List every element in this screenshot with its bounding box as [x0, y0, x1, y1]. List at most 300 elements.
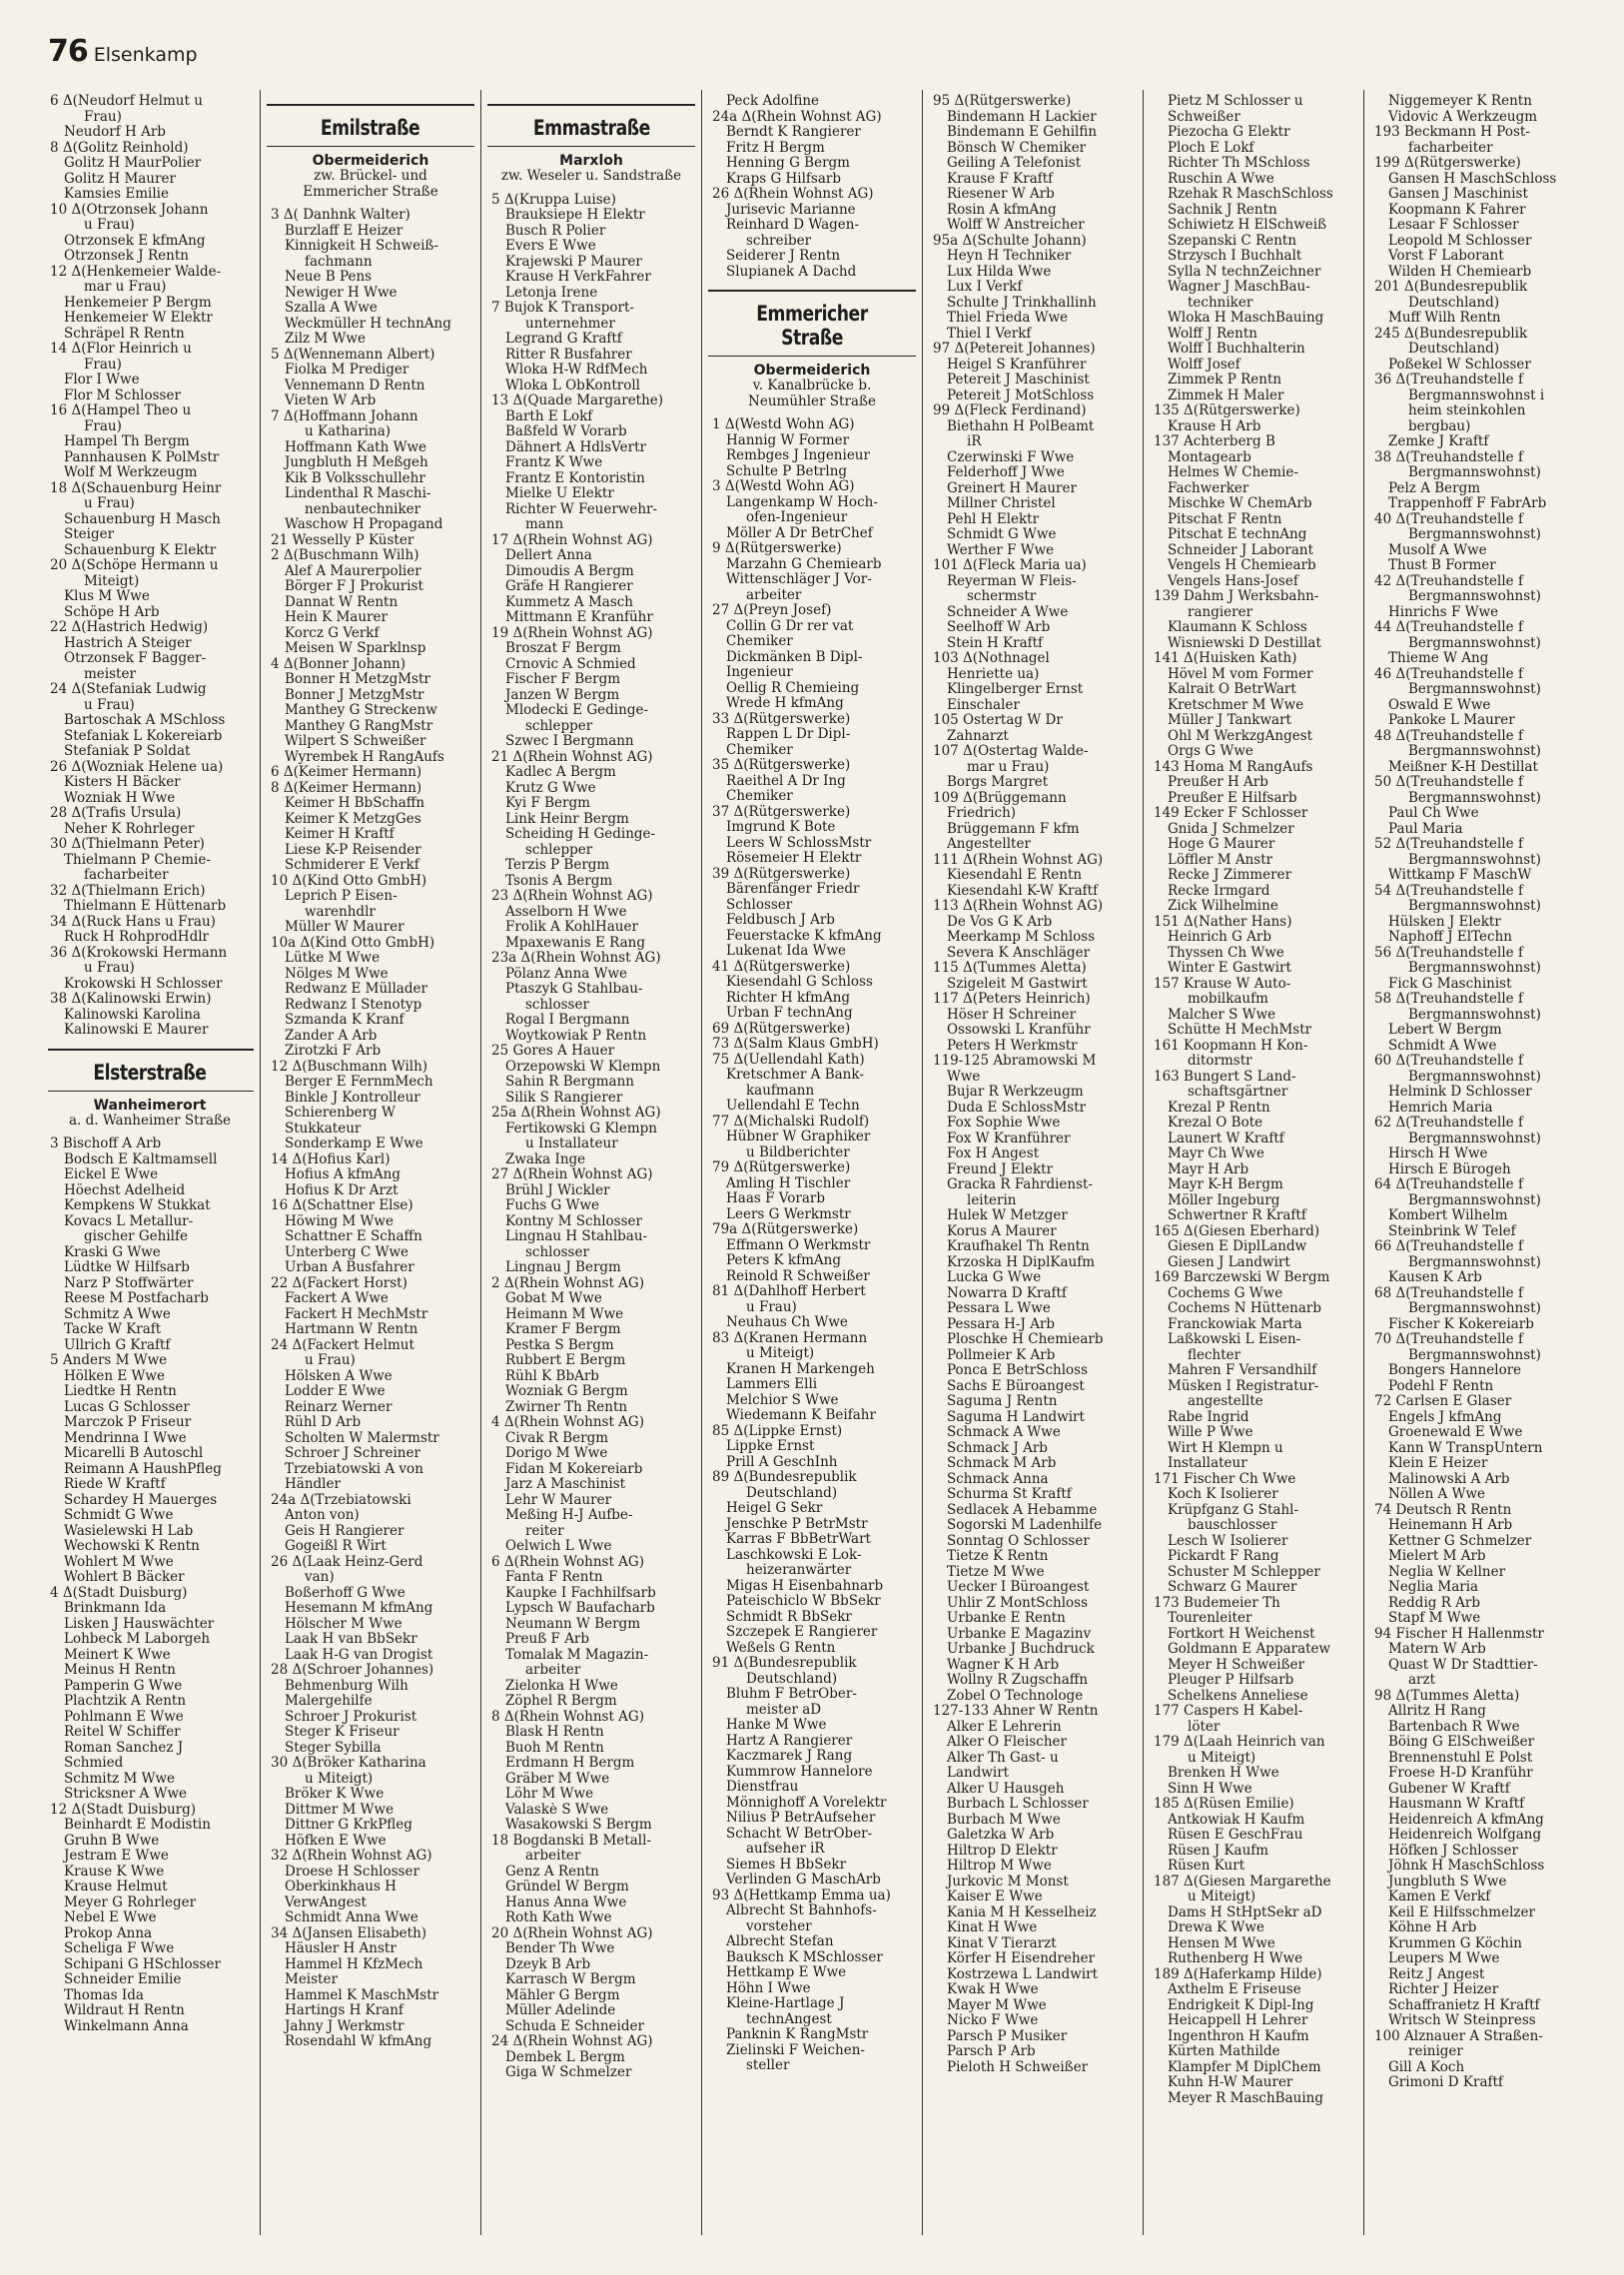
directory-entry: Kann W TranspUntern [1388, 1440, 1543, 1456]
street-name: Emilstraße [321, 116, 420, 140]
directory-entry: Stefaniak L Kokereiarb [64, 728, 223, 744]
directory-entry: Bönsch W Chemiker [947, 140, 1087, 156]
directory-entry: 100 Alznauer A Straßen- [1374, 2028, 1543, 2044]
directory-entry: Gobat M Wwe [505, 1291, 602, 1306]
directory-entry: Alker E Lehrerin [947, 1719, 1062, 1735]
directory-entry: Höechst Adelheid [64, 1182, 186, 1198]
directory-entry: 163 Bungert S Land- [1154, 1069, 1296, 1085]
directory-entry: Pankoke L Maurer [1388, 713, 1515, 728]
directory-entry: Urbanke E Rentn [947, 1611, 1066, 1626]
directory-entry: Drewa K Wwe [1168, 1920, 1264, 1935]
directory-entry: Krause K Wwe [64, 1864, 165, 1880]
directory-entry: Höser H Schreiner [947, 1007, 1077, 1023]
directory-entry: 1 Δ(Westd Wohn AG) [712, 417, 855, 432]
heading-rule [267, 104, 474, 106]
directory-entry: Kovacs L Metallur- [64, 1213, 194, 1229]
directory-entry: Tacke W Kraft [64, 1322, 162, 1337]
directory-entry: Bergmannswohnst) [1408, 1301, 1541, 1316]
directory-entry: Bergmannswohnst) [1408, 1069, 1541, 1085]
directory-entry: Wittkamp F MaschW [1388, 868, 1532, 883]
directory-entry: Engels J kfmAng [1388, 1409, 1502, 1425]
directory-entry: Schmack Anna [947, 1471, 1049, 1487]
directory-entry: 149 Ecker F Schlosser [1154, 806, 1308, 821]
directory-entry: Felderhoff J Wwe [947, 465, 1065, 480]
directory-entry: Meister [285, 1972, 338, 1987]
directory-entry: Wolf M Werkzeugm [64, 465, 198, 480]
directory-entry: Marzahn G Chemiearb [726, 556, 882, 572]
directory-entry: Otrzonsek J Rentn [64, 249, 189, 264]
directory-entry: Albrecht St Bahnhofs- [726, 1903, 877, 1918]
directory-entry: 179 Δ(Laah Heinrich van [1154, 1735, 1325, 1750]
directory-entry: Bender Th Wwe [505, 1941, 615, 1956]
directory-entry: Allritz H Rang [1388, 1704, 1486, 1719]
directory-entry: Lammers Elli [726, 1377, 818, 1392]
directory-entry: 141 Δ(Huisken Kath) [1154, 651, 1297, 666]
directory-entry: Schulte J Trinkhallinh [947, 295, 1097, 311]
directory-entry: 127-133 Ahner W Rentn [933, 1704, 1099, 1719]
directory-entry: Thust B Former [1388, 558, 1496, 573]
directory-entry: Schmack J Arb [947, 1440, 1048, 1456]
directory-entry: Brauksiepe H Elektr [505, 208, 645, 223]
directory-entry: 62 Δ(Treuhandstelle f [1374, 1116, 1523, 1131]
directory-entry: Giga W Schmelzer [505, 2065, 632, 2080]
directory-entry: Lingnau J Bergm [505, 1260, 621, 1275]
directory-entry: Vieten W Arb [285, 393, 377, 408]
directory-entry: Dorigo M Wwe [505, 1446, 608, 1461]
directory-entry: Leers G Werkmstr [726, 1206, 851, 1222]
directory-entry: Grimoni D Kraftf [1388, 2075, 1503, 2090]
directory-entry: reiter [525, 1523, 564, 1539]
directory-entry: Jungbluth H Meßgeh [285, 455, 428, 470]
directory-entry: Karrasch W Bergm [505, 1972, 636, 1987]
directory-entry: Saguma H Landwirt [947, 1409, 1085, 1425]
directory-entry: Reese M Postfacharb [64, 1291, 209, 1306]
directory-entry: nenbautechniker [305, 501, 421, 517]
street-name: Emmastraße [532, 116, 650, 140]
directory-entry: Podehl F Rentn [1388, 1378, 1494, 1394]
directory-entry: Hesemann M kfmAng [285, 1601, 433, 1616]
directory-entry: Petereit J Maschinist [947, 373, 1090, 387]
street-extent: a. d. Wanheimer Straße [68, 1112, 232, 1129]
directory-entry: Hövel M vom Former [1168, 666, 1313, 682]
directory-entry: VerwAngest [285, 1895, 367, 1910]
directory-entry: 26 Δ(Rhein Wohnst AG) [712, 187, 874, 202]
directory-entry: steller [746, 2058, 790, 2073]
directory-entry: Terzis P Bergm [505, 858, 610, 873]
directory-entry: Narz P Stoffwärter [64, 1275, 194, 1291]
directory-entry: Orzepowski W Klempn [505, 1059, 661, 1075]
directory-entry: Wagner K H Arb [947, 1657, 1060, 1673]
directory-entry: Fox H Angest [947, 1146, 1040, 1161]
directory-entry: Fritz H Bergm [726, 140, 825, 156]
directory-entry: Reinold R Schweißer [726, 1268, 870, 1284]
directory-entry: Montagearb [1168, 449, 1251, 465]
directory-entry: Gogeißl R Wirt [285, 1539, 387, 1554]
directory-entry: schlepper [525, 842, 593, 858]
directory-entry: 95 Δ(Rütgerswerke) [933, 94, 1072, 109]
directory-entry: Goldmann E Apparatew [1168, 1642, 1331, 1657]
directory-entry: Fertikowski G Klempn [505, 1121, 658, 1137]
directory-entry: Fox Sophie Wwe [947, 1116, 1061, 1131]
directory-entry: Pitschat E technAng [1168, 527, 1307, 542]
directory-entry: Giesen J Landwirt [1168, 1254, 1290, 1270]
directory-entry: Broszat F Bergm [505, 641, 621, 656]
directory-entry: Höwing M Wwe [285, 1213, 394, 1229]
street-heading [491, 104, 691, 185]
directory-entry: Trappenhoff F FabrArb [1388, 496, 1547, 511]
directory-entry: Hein K Maurer [285, 610, 388, 625]
directory-entry: Launert W Kraftf [1168, 1131, 1284, 1146]
directory-entry: Mielert M Arb [1388, 1549, 1486, 1564]
directory-entry: 20 Δ(Rhein Wohnst AG) [491, 1925, 653, 1941]
directory-entry: löter [1188, 1719, 1220, 1735]
directory-entry: aufseher iR [746, 1842, 825, 1857]
directory-entry: 30 Δ(Thielmann Peter) [50, 837, 205, 852]
directory-entry: Oelwich L Wwe [505, 1539, 612, 1554]
directory-entry: Bujar R Werkzeugm [947, 1085, 1084, 1100]
directory-entry: 72 Carlsen E Glaser [1374, 1394, 1512, 1409]
directory-entry: 101 Δ(Fleck Maria ua) [933, 558, 1087, 573]
directory-entry: Bergmannswohnst) [1408, 852, 1541, 868]
directory-entry: Frantz K Wwe [505, 455, 603, 470]
directory-entry: Stefaniak P Soldat [64, 744, 191, 759]
directory-entry: Tietze K Rentn [947, 1549, 1049, 1564]
directory-entry: Alker O Fleischer [947, 1735, 1067, 1750]
directory-entry: Pannhausen K PolMstr [64, 449, 220, 465]
directory-entry: Wiedemann K Beifahr [726, 1408, 876, 1423]
directory-entry: Mayer M Wwe [947, 1997, 1047, 2013]
directory-entry: Helmes W Chemie- [1168, 465, 1298, 480]
directory-entry: Kausen K Arb [1388, 1270, 1482, 1285]
directory-entry: Sedlacek A Hebamme [947, 1502, 1098, 1518]
directory-entry: Miteigt) [84, 573, 140, 589]
directory-entry: Ingenthron H Kaufm [1168, 2028, 1309, 2044]
directory-entry: Zirotzki F Arb [285, 1044, 382, 1059]
directory-entry: Parsch P Musiker [947, 2028, 1068, 2044]
directory-entry: Vennemann D Rentn [285, 378, 425, 393]
directory-entry: Hammel H KfzMech [285, 1956, 423, 1972]
directory-entry: Schiwietz H ElSchweiß [1168, 218, 1327, 233]
directory-entry: Köhne H Arb [1388, 1920, 1477, 1935]
directory-entry: Zielonka H Wwe [505, 1678, 618, 1694]
directory-entry: Bongers Hannelore [1388, 1363, 1522, 1378]
directory-entry: Vorst F Laborant [1388, 249, 1504, 264]
directory-entry: Newiger H Wwe [285, 285, 398, 301]
directory-entry: Urbanke E Magazinv [947, 1626, 1092, 1642]
district-name: Wanheimerort [93, 1097, 207, 1114]
directory-entry: Bergmannswohnst i [1408, 387, 1545, 403]
directory-entry: 22 Δ(Fackert Horst) [271, 1275, 407, 1291]
directory-entry: Ossowski L Kranführ [947, 1023, 1091, 1038]
directory-entry: Karras F BbBetrWart [726, 1532, 871, 1547]
directory-entry: 46 Δ(Treuhandstelle f [1374, 666, 1523, 682]
directory-entry: 40 Δ(Treuhandstelle f [1374, 511, 1523, 527]
directory-entry: Frau) [84, 357, 122, 373]
directory-entry: Schmied [64, 1756, 124, 1771]
directory-entry: Evers E Wwe [505, 239, 596, 254]
directory-entry: Thyssen Ch Wwe [1168, 945, 1284, 961]
directory-entry: 5 Anders M Wwe [50, 1353, 168, 1368]
directory-entry: Fachwerker [1168, 480, 1249, 496]
directory-entry: Schneider A Wwe [947, 604, 1069, 620]
directory-entry: arbeiter [746, 587, 802, 603]
directory-entry: Meyer H Schweißer [1168, 1657, 1305, 1673]
directory-entry: Klingelberger Ernst [947, 682, 1084, 697]
directory-entry: Heidenreich Wolfgang [1388, 1828, 1542, 1843]
directory-entry: 169 Barczewski W Bergm [1154, 1270, 1330, 1285]
directory-entry: Verlinden G MaschArb [726, 1873, 881, 1888]
directory-entry: Rosin A kfmAng [947, 202, 1057, 218]
directory-entry: Bartoschak A MSchloss [64, 713, 226, 728]
directory-entry: Giesen E DiplLandw [1168, 1239, 1307, 1254]
directory-entry: Rosendahl W kfmAng [285, 2034, 432, 2049]
directory-entry: Dähnert A HdlsVertr [505, 439, 646, 455]
directory-entry: 24 Δ(Fackert Helmut [271, 1337, 414, 1353]
directory-entry: Schmidt Anna Wwe [285, 1910, 418, 1925]
directory-entry: Krutz G Wwe [505, 780, 596, 796]
directory-entry: Behmenburg Wilh [285, 1678, 408, 1694]
directory-entry: bergbau) [1408, 418, 1471, 434]
directory-entry: Liedtke H Rentn [64, 1384, 177, 1399]
directory-entry: 34 Δ(Jansen Elisabeth) [271, 1925, 427, 1941]
directory-entry: Gruhn B Wwe [64, 1833, 160, 1849]
directory-entry: Müller J Tankwart [1168, 713, 1291, 728]
directory-entry: Krzoska H DiplKaufm [947, 1254, 1096, 1270]
directory-entry: Hausmann W Kraftf [1388, 1797, 1525, 1812]
directory-entry: Feuerstacke K kfmAng [726, 928, 882, 944]
directory-entry: Lucas G Schlosser [64, 1399, 190, 1415]
directory-entry: 77 Δ(Michalski Rudolf) [712, 1114, 870, 1130]
directory-entry: Leprich P Eisen- [285, 889, 398, 904]
directory-entry: Kalinowski Karolina [64, 1007, 201, 1023]
directory-entry: Vengels Hans-Josef [1168, 573, 1298, 589]
directory-entry: 13 Δ(Quade Margarethe) [491, 393, 664, 408]
directory-entry: Alef A Maurerpolier [285, 563, 421, 579]
directory-entry: Koopmann K Fahrer [1388, 202, 1526, 218]
directory-entry: Alker Th Gast- u [947, 1750, 1059, 1766]
directory-entry: Wilpert S Schweißer [285, 734, 426, 749]
directory-entry: Zimmek P Rentn [1168, 373, 1282, 387]
directory-entry: Schuda E Schneider [505, 2018, 644, 2034]
directory-entry: u Installateur [525, 1137, 618, 1151]
directory-entry: Schipani G HSchlosser [64, 1956, 221, 1972]
directory-entry: 143 Homa M RangAufs [1154, 759, 1313, 775]
directory-entry: Effmann O Werkmstr [726, 1237, 871, 1253]
directory-entry: Malinowski A Arb [1388, 1471, 1510, 1487]
directory-entry: Hoffmann Kath Wwe [285, 439, 426, 455]
directory-entry: Riesener W Arb [947, 187, 1055, 202]
directory-entry: Uecker I Büroangest [947, 1580, 1090, 1595]
directory-entry: Klein E Heizer [1388, 1456, 1488, 1471]
heading-rule [267, 146, 474, 147]
directory-entry: Schmidt R BbSekr [726, 1609, 852, 1625]
directory-entry: Urban A Busfahrer [285, 1260, 414, 1275]
directory-entry: Mähler G Bergm [505, 1987, 620, 2003]
directory-entry: Chemiker [726, 789, 793, 804]
directory-entry: Wilden H Chemiearb [1388, 264, 1532, 280]
directory-entry: Körfer H Eisendreher [947, 1951, 1096, 1966]
directory-entry: Hartmann W Rentn [285, 1322, 418, 1337]
directory-entry: 27 Δ(Rhein Wohnst AG) [491, 1167, 653, 1182]
directory-entry: Ritter R Busfahrer [505, 347, 632, 363]
directory-entry: Richter Th MSchloss [1168, 156, 1310, 171]
directory-entry: schlosser [525, 997, 589, 1013]
directory-entry: u Miteigt) [1188, 1750, 1256, 1766]
directory-entry: Pamperin G Wwe [64, 1678, 183, 1694]
directory-entry: Laak H-G van Drogist [285, 1647, 433, 1663]
directory-entry: Jungbluth S Wwe [1388, 1874, 1507, 1890]
directory-entry: Szepanski C Rentn [1168, 233, 1297, 249]
directory-entry: Droese H Schlosser [285, 1864, 419, 1880]
directory-entry: Keimer K MetzgGes [285, 811, 421, 827]
column-3 [480, 90, 701, 2235]
directory-entry: Anton von) [285, 1508, 360, 1523]
directory-entry: Uellendahl E Techn [726, 1099, 860, 1114]
directory-entry: Meißner K-H Destillat [1388, 759, 1538, 775]
directory-entry: 9 Δ(Rütgerswerke) [712, 541, 842, 556]
directory-entry: Prill A GeschInh [726, 1454, 838, 1470]
page-header [48, 34, 198, 74]
directory-entry: Recke Irmgard [1168, 883, 1270, 899]
directory-entry: Marczok P Friseur [64, 1415, 192, 1430]
directory-entry: Krokowski H Schlosser [64, 976, 223, 992]
directory-entry: Bergmannswohnst) [1408, 744, 1541, 759]
directory-entry: Zahnarzt [947, 728, 1009, 744]
heading-rule [708, 356, 916, 357]
directory-entry: Link Heinr Bergm [505, 811, 629, 827]
directory-entry: u Miteigt) [746, 1346, 815, 1361]
directory-entry: Peters K kfmAng [726, 1253, 841, 1268]
directory-entry: 79a Δ(Rütgerswerke) [712, 1222, 859, 1237]
directory-entry: Ponca E BetrSchloss [947, 1363, 1088, 1378]
directory-entry: Severa K Anschläger [947, 945, 1091, 961]
district-name: Marxloh [559, 153, 623, 169]
directory-entry: ofen-Ingenieur [746, 510, 848, 525]
directory-entry: Kraps G Hilfsarb [726, 171, 842, 187]
directory-entry: Laak H van BbSekr [285, 1632, 417, 1647]
directory-entry: Steger Sybilla [285, 1740, 382, 1756]
directory-entry: Hinrichs F Wwe [1388, 604, 1499, 620]
directory-entry: Schmitz M Wwe [64, 1771, 175, 1787]
directory-entry: Kinat V Tierarzt [947, 1935, 1057, 1951]
directory-entry: Krajewski P Maurer [505, 254, 642, 270]
directory-entry: Nilius P BetrAufseher [726, 1811, 876, 1826]
directory-entry: Neglia W Kellner [1388, 1564, 1506, 1580]
directory-entry: Kranen H Markengeh [726, 1361, 875, 1377]
directory-entry: Friedrich) [947, 806, 1017, 821]
directory-entry: Hiltrop D Elektr [947, 1843, 1058, 1859]
directory-entry: Mayr H Arb [1168, 1161, 1249, 1177]
directory-entry: Schwertner R Kraftf [1168, 1208, 1306, 1223]
directory-entry: Civak R Bergm [505, 1430, 609, 1446]
directory-entry: Steiger [64, 527, 115, 542]
directory-entry: Scholten W Malermstr [285, 1430, 439, 1446]
directory-entry: 48 Δ(Treuhandstelle f [1374, 728, 1523, 744]
directory-entry: Otrzonsek E kfmAng [64, 233, 206, 249]
directory-entry: Schurma St Kraftf [947, 1487, 1072, 1502]
directory-entry: Burzlaff E Heizer [285, 223, 404, 239]
directory-entry: Richter W Feuerwehr- [505, 501, 658, 517]
directory-entry: Kisters H Bäcker [64, 775, 181, 790]
directory-entry: Gill A Koch [1388, 2059, 1465, 2075]
directory-entry: Busch R Polier [505, 223, 606, 239]
directory-entry: Schierenberg W [285, 1106, 396, 1121]
directory-entry: Fiolka M Prediger [285, 363, 409, 378]
directory-entry: Trzebiatowski A von [285, 1461, 423, 1477]
directory-entry: u Frau) [746, 1299, 797, 1315]
directory-entry: techniker [1188, 295, 1253, 311]
directory-entry: 6 Δ(Neudorf Helmut u [50, 94, 203, 109]
directory-entry: Migas H Eisenbahnarb [726, 1578, 884, 1594]
directory-entry: Kiesendahl E Rentn [947, 868, 1083, 883]
directory-entry: Schardey H Mauerges [64, 1492, 218, 1508]
directory-entry: Kraski G Wwe [64, 1244, 161, 1260]
directory-entry: 97 Δ(Petereit Johannes) [933, 342, 1096, 357]
directory-entry: 39 Δ(Rütgerswerke) [712, 866, 851, 882]
directory-entry: Wasielewski H Lab [64, 1523, 194, 1539]
directory-entry: Zander A Arb [285, 1028, 378, 1044]
directory-entry: Erdmann H Bergm [505, 1756, 635, 1771]
directory-entry: Antkowiak H Kaufm [1168, 1812, 1305, 1828]
directory-entry: Kiesendahl G Schloss [726, 975, 873, 990]
directory-entry: Hülsken J Elektr [1388, 914, 1501, 930]
directory-entry: Borgs Margret [947, 775, 1049, 790]
directory-entry: Liese K-P Reisender [285, 842, 421, 858]
directory-entry: Lesch W Isolierer [1168, 1533, 1288, 1549]
directory-entry: Hastrich A Steiger [64, 635, 192, 651]
directory-entry: 7 Bujok K Transport- [491, 301, 634, 316]
directory-entry: 30 Δ(Bröker Katharina [271, 1756, 426, 1771]
directory-entry: Schräpel R Rentn [64, 326, 185, 342]
directory-entry: Löhr M Wwe [505, 1787, 594, 1802]
directory-entry: Slupianek A Dachd [726, 264, 857, 280]
directory-entry: Keimer H BbSchaffn [285, 796, 425, 811]
directory-entry: u Frau) [84, 218, 135, 233]
directory-entry: 68 Δ(Treuhandstelle f [1374, 1285, 1523, 1301]
directory-entry: Heicappell H Lehrer [1168, 2013, 1308, 2028]
directory-entry: 64 Δ(Treuhandstelle f [1374, 1177, 1523, 1192]
directory-entry: van) [305, 1570, 335, 1585]
directory-entry: Wwe [947, 1069, 981, 1085]
directory-entry: Szwec I Bergmann [505, 734, 634, 749]
directory-entry: Meisen W Sparklnsp [285, 641, 426, 656]
directory-entry: Hampel Th Bergm [64, 434, 190, 449]
directory-entry: u Bildberichter [746, 1144, 850, 1160]
directory-entry: Heinrich G Arb [1168, 930, 1272, 945]
directory-entry: Klampfer M DiplChem [1168, 2059, 1321, 2075]
directory-entry: Raeithel A Dr Ing [726, 773, 846, 789]
heading-rule [48, 1049, 254, 1051]
directory-entry: Kaczmarek J Rang [726, 1749, 853, 1764]
directory-entry: schreiber [746, 233, 812, 249]
directory-entry: Weßels G Rentn [726, 1640, 836, 1656]
directory-entry: Mendrinna I Wwe [64, 1430, 187, 1446]
directory-entry: Pollmeier K Arb [947, 1347, 1056, 1363]
directory-entry: Lux Hilda Wwe [947, 264, 1052, 280]
directory-entry: Kürten Mathilde [1168, 2044, 1280, 2059]
directory-entry: Mlodecki E Gedinge- [505, 703, 649, 718]
directory-entry: Höfken J Schlosser [1388, 1843, 1519, 1859]
directory-entry: Genz A Rentn [505, 1864, 599, 1880]
directory-entry: 3 Δ(Westd Wohn AG) [712, 479, 855, 494]
directory-entry: Jurisevic Marianne [726, 202, 856, 218]
directory-entry: Chemiker [726, 634, 793, 649]
directory-entry: arzt [1408, 1673, 1436, 1688]
directory-entry: 66 Δ(Treuhandstelle f [1374, 1239, 1523, 1254]
column-1 [48, 90, 260, 2235]
directory-entry: Fortkort H Weichenst [1168, 1626, 1315, 1642]
directory-entry: Leupers M Wwe [1388, 1951, 1500, 1966]
